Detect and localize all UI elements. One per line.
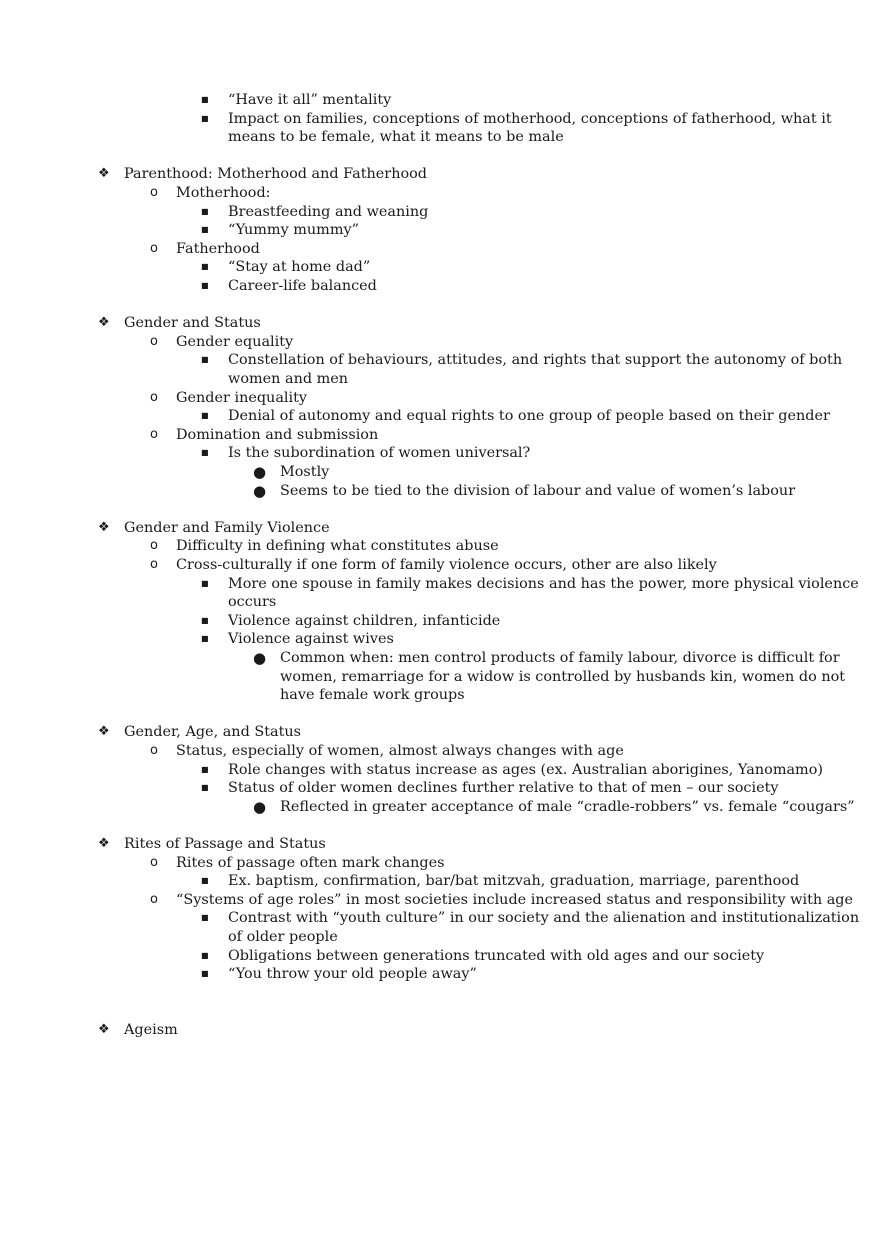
square-bullet-icon: ■ [201, 411, 209, 421]
diamond-bullet-icon: ❖ [98, 166, 110, 182]
list-item-level-2: Fatherhood [176, 240, 260, 257]
list-item-level-3: Status of older women declines further relative to that of men – our society [228, 780, 779, 797]
dot-bullet-icon: ● [253, 481, 267, 500]
list-item-level-1: Ageism [124, 1022, 178, 1038]
square-bullet-icon: ■ [201, 448, 209, 458]
diamond-bullet-icon: ❖ [98, 519, 110, 535]
diamond-bullet-icon: ❖ [98, 1022, 110, 1037]
list-item-level-1: Gender, Age, and Status [124, 724, 302, 741]
list-item-level-1: Rites of Passage and Status [124, 836, 326, 852]
list-item-level-2: Cross-culturally if one form of family violence occurs, other are also likely [176, 557, 717, 573]
square-bullet-icon: ■ [201, 876, 209, 886]
list-item-level-2: Gender inequality [176, 389, 308, 406]
list-item-level-2: Domination and submission [176, 426, 379, 443]
diamond-bullet-icon: ❖ [98, 724, 110, 740]
circle-bullet-icon: o [150, 538, 158, 554]
list-item-level-3: “Have it all” mentality [228, 92, 392, 108]
list-item-continuation: occurs [228, 594, 277, 611]
square-bullet-icon: ■ [201, 969, 209, 979]
circle-bullet-icon: o [150, 333, 158, 349]
square-bullet-icon: ■ [201, 578, 209, 588]
circle-bullet-icon: o [150, 557, 158, 572]
list-item-level-3: Breastfeeding and weaning [228, 203, 429, 220]
list-item-continuation: women and men [228, 371, 349, 387]
list-item-level-4: Mostly [280, 464, 330, 480]
list-item-level-4: Common when: men control products of family labour, divorce is difficult for [280, 650, 840, 666]
circle-bullet-icon: o [150, 240, 158, 256]
square-bullet-icon: ■ [201, 913, 209, 923]
square-bullet-icon: ■ [201, 764, 209, 774]
square-bullet-icon: ■ [201, 262, 209, 272]
square-bullet-icon: ■ [201, 206, 209, 216]
list-item-level-2: Gender equality [176, 333, 294, 350]
list-item-level-1: Gender and Status [124, 315, 261, 332]
list-item-level-3: Violence against children, infanticide [228, 612, 501, 629]
list-item-level-3: Impact on families, conceptions of motherhood, conceptions of fatherhood, what it [228, 110, 832, 127]
circle-bullet-icon: o [150, 743, 158, 758]
square-bullet-icon: ■ [201, 355, 209, 365]
list-item-level-3: Is the subordination of women universal? [228, 445, 531, 462]
square-bullet-icon: ■ [201, 95, 209, 104]
circle-bullet-icon: o [150, 854, 158, 870]
circle-bullet-icon: o [150, 891, 158, 907]
list-item-level-2: Motherhood: [176, 185, 271, 201]
list-item-level-3: Career-life balanced [228, 278, 377, 294]
list-item-level-3: More one spouse in family makes decisions and has the power, more physical violence [228, 575, 859, 592]
list-item-level-3: “Yummy mummy” [228, 222, 359, 239]
list-item-level-4: Reflected in greater acceptance of male “cradle-robbers” vs. female “cougars” [280, 798, 855, 815]
list-item-level-2: “Systems of age roles” in most societies include increased status and responsibility with age [176, 891, 854, 908]
square-bullet-icon: ■ [201, 950, 209, 960]
list-item-level-3: Contrast with “youth culture” in our society and the alienation and institutionalization [228, 910, 860, 927]
list-item-level-3: Role changes with status increase as ages (ex. Australian aborigines, Yanomamo) [228, 761, 823, 778]
list-item-continuation: women, remarriage for a widow is controlled by husbands kin, women do not [280, 668, 846, 685]
circle-bullet-icon: o [150, 185, 158, 200]
dot-bullet-icon: ● [253, 797, 267, 816]
list-item-level-3: “Stay at home dad” [228, 259, 371, 276]
diamond-bullet-icon: ❖ [98, 315, 110, 331]
list-item-level-1: Parenthood: Motherhood and Fatherhood [124, 166, 427, 183]
square-bullet-icon: ■ [201, 634, 209, 644]
list-item-level-2: Rites of passage often mark changes [176, 854, 445, 871]
square-bullet-icon: ■ [201, 281, 209, 290]
list-item-level-3: Obligations between generations truncated with old ages and our society [228, 947, 765, 964]
square-bullet-icon: ■ [201, 225, 209, 235]
list-item-level-3: Denial of autonomy and equal rights to one group of people based on their gender [228, 408, 830, 425]
square-bullet-icon: ■ [201, 615, 209, 625]
list-item-level-3: Ex. baptism, confirmation, bar/bat mitzvah, graduation, marriage, parenthood [228, 873, 800, 890]
list-item-level-3: Violence against wives [228, 631, 394, 648]
square-bullet-icon: ■ [201, 113, 209, 123]
list-item-continuation: have female work groups [280, 687, 465, 704]
diamond-bullet-icon: ❖ [98, 836, 110, 851]
list-item-continuation: means to be female, what it means to be male [228, 129, 564, 146]
dot-bullet-icon: ● [253, 463, 267, 481]
list-item-level-3: Constellation of behaviours, attitudes, and rights that support the autonomy of both [228, 352, 843, 369]
list-item-level-1: Gender and Family Violence [124, 519, 330, 536]
list-item-continuation: of older people [228, 929, 338, 945]
dot-bullet-icon: ● [253, 649, 267, 667]
square-bullet-icon: ■ [201, 783, 209, 793]
list-item-level-2: Status, especially of women, almost always changes with age [176, 743, 624, 759]
circle-bullet-icon: o [150, 389, 158, 405]
list-item-level-2: Difficulty in defining what constitutes abuse [176, 538, 499, 555]
list-item-level-4: Seems to be tied to the division of labour and value of women’s labour [280, 482, 796, 499]
circle-bullet-icon: o [150, 426, 158, 442]
list-item-level-3: “You throw your old people away” [228, 966, 477, 983]
